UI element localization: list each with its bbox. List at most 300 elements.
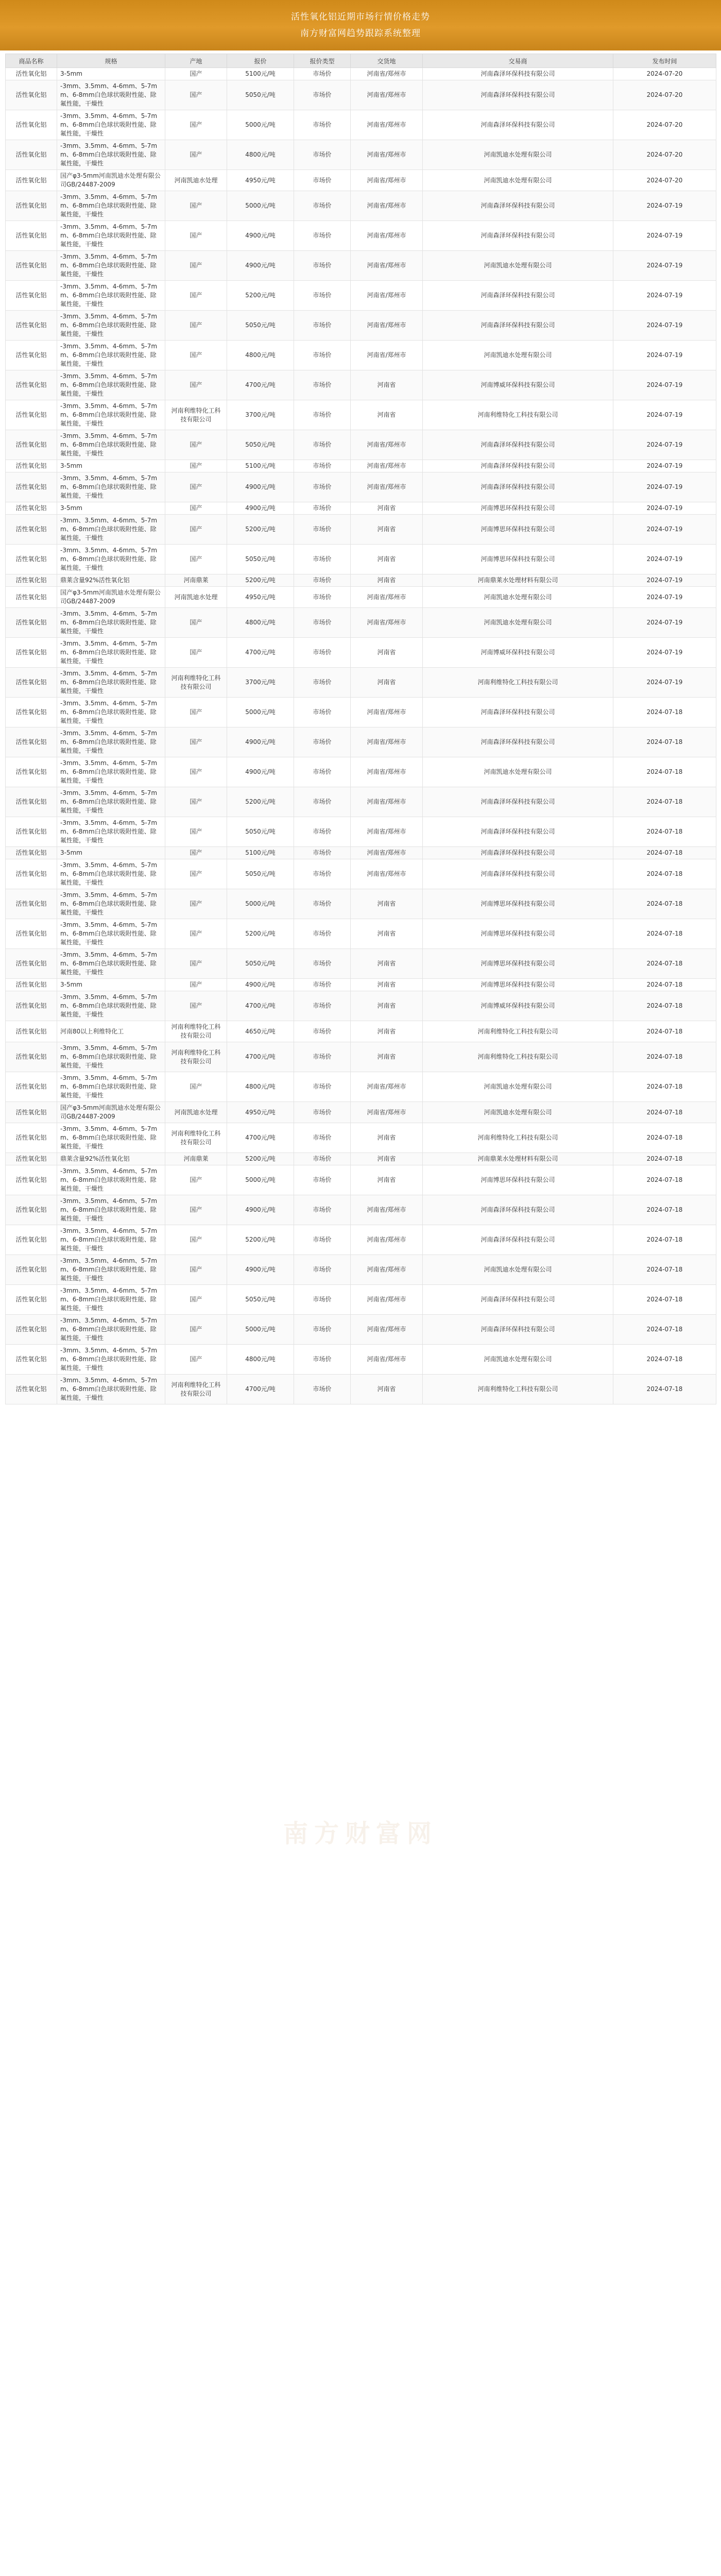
table-row — [6, 502, 716, 515]
cell-price: 5200元/吨 — [227, 1225, 294, 1255]
cell-delivery: 河南省 — [351, 1042, 423, 1072]
cell-origin: 河南利维特化工科技有限公司 — [165, 668, 227, 698]
cell-trader: 河南森泽环保科技有限公司 — [423, 1225, 613, 1255]
cell-trader: 河南博思环保科技有限公司 — [423, 979, 613, 991]
cell-price: 4700元/吨 — [227, 1375, 294, 1404]
cell-delivery: 河南省/郑州市 — [351, 221, 423, 251]
cell-date: 2024-07-19 — [613, 251, 716, 281]
cell-price: 3700元/吨 — [227, 400, 294, 430]
cell-delivery: 河南省 — [351, 1165, 423, 1195]
cell-spec: -3mm、3.5mm、4-6mm、5-7mm、6-8mm白色球状吸附性能、除氟性能，干燥性 — [57, 400, 165, 430]
cell-origin: 河南利维特化工科技有限公司 — [165, 1021, 227, 1042]
cell-origin: 国产 — [165, 919, 227, 949]
cell-date: 2024-07-19 — [613, 587, 716, 608]
cell-name: 活性氧化铝 — [6, 545, 57, 574]
cell-spec: -3mm、3.5mm、4-6mm、5-7mm、6-8mm白色球状吸附性能、除氟性能，干燥性 — [57, 80, 165, 110]
cell-price-type: 市场价 — [294, 221, 351, 251]
cell-price-type: 市场价 — [294, 515, 351, 545]
table-row — [6, 757, 716, 787]
cell-name: 活性氧化铝 — [6, 668, 57, 698]
cell-trader: 河南凯迪水处理有限公司 — [423, 1255, 613, 1285]
cell-spec: -3mm、3.5mm、4-6mm、5-7mm、6-8mm白色球状吸附性能、除氟性能，干燥性 — [57, 1042, 165, 1072]
cell-spec: -3mm、3.5mm、4-6mm、5-7mm、6-8mm白色球状吸附性能、除氟性能，干燥性 — [57, 545, 165, 574]
cell-price: 5000元/吨 — [227, 1165, 294, 1195]
cell-price: 5100元/吨 — [227, 460, 294, 472]
cell-delivery: 河南省/郑州市 — [351, 1285, 423, 1315]
cell-name: 活性氧化铝 — [6, 787, 57, 817]
cell-price-type: 市场价 — [294, 1123, 351, 1153]
cell-trader: 河南森泽环保科技有限公司 — [423, 1285, 613, 1315]
cell-date: 2024-07-19 — [613, 502, 716, 515]
cell-delivery: 河南省 — [351, 1123, 423, 1153]
cell-origin: 国产 — [165, 1345, 227, 1375]
cell-price-type: 市场价 — [294, 80, 351, 110]
cell-origin: 国产 — [165, 787, 227, 817]
cell-price-type: 市场价 — [294, 140, 351, 170]
cell-delivery: 河南省 — [351, 919, 423, 949]
cell-trader: 河南凯迪水处理有限公司 — [423, 757, 613, 787]
cell-name: 活性氧化铝 — [6, 698, 57, 727]
cell-origin: 国产 — [165, 472, 227, 502]
col-header-delivery: 交货地 — [351, 54, 423, 68]
table-row — [6, 1315, 716, 1345]
table-row — [6, 919, 716, 949]
table-row — [6, 1153, 716, 1165]
col-header-price: 报价 — [227, 54, 294, 68]
cell-price: 5050元/吨 — [227, 430, 294, 460]
cell-spec: 3-5mm — [57, 979, 165, 991]
cell-name: 活性氧化铝 — [6, 574, 57, 587]
table-row — [6, 949, 716, 979]
cell-price: 5050元/吨 — [227, 817, 294, 847]
cell-price: 5050元/吨 — [227, 949, 294, 979]
table-row — [6, 847, 716, 859]
cell-origin: 国产 — [165, 281, 227, 311]
cell-price: 4900元/吨 — [227, 502, 294, 515]
cell-trader: 河南博威环保科技有限公司 — [423, 638, 613, 668]
cell-delivery: 河南省 — [351, 515, 423, 545]
cell-price: 5050元/吨 — [227, 311, 294, 341]
cell-name: 活性氧化铝 — [6, 170, 57, 191]
cell-origin: 国产 — [165, 979, 227, 991]
cell-spec: -3mm、3.5mm、4-6mm、5-7mm、6-8mm白色球状吸附性能、除氟性能，干燥性 — [57, 949, 165, 979]
cell-delivery: 河南省 — [351, 1153, 423, 1165]
cell-delivery: 河南省/郑州市 — [351, 587, 423, 608]
cell-delivery: 河南省/郑州市 — [351, 817, 423, 847]
cell-name: 活性氧化铝 — [6, 515, 57, 545]
table-header-row — [6, 54, 716, 68]
cell-date: 2024-07-18 — [613, 949, 716, 979]
watermark: 南方财富网 — [283, 1819, 438, 1848]
cell-price-type: 市场价 — [294, 311, 351, 341]
cell-price: 5050元/吨 — [227, 859, 294, 889]
cell-delivery: 河南省 — [351, 949, 423, 979]
cell-price: 5200元/吨 — [227, 919, 294, 949]
cell-name: 活性氧化铝 — [6, 1315, 57, 1345]
table-row — [6, 1021, 716, 1042]
cell-spec: 河南80以上利维特化工 — [57, 1021, 165, 1042]
cell-price: 4900元/吨 — [227, 727, 294, 757]
table-row — [6, 638, 716, 668]
cell-name: 活性氧化铝 — [6, 1153, 57, 1165]
cell-date: 2024-07-18 — [613, 1285, 716, 1315]
cell-spec: -3mm、3.5mm、4-6mm、5-7mm、6-8mm白色球状吸附性能、除氟性能，干燥性 — [57, 638, 165, 668]
cell-spec: -3mm、3.5mm、4-6mm、5-7mm、6-8mm白色球状吸附性能、除氟性能，干燥性 — [57, 281, 165, 311]
cell-origin: 河南利维特化工科技有限公司 — [165, 1123, 227, 1153]
cell-date: 2024-07-19 — [613, 460, 716, 472]
table-row — [6, 1102, 716, 1123]
cell-spec: -3mm、3.5mm、4-6mm、5-7mm、6-8mm白色球状吸附性能、除氟性能，干燥性 — [57, 1315, 165, 1345]
cell-price-type: 市场价 — [294, 1315, 351, 1345]
cell-spec: 3-5mm — [57, 460, 165, 472]
cell-spec: -3mm、3.5mm、4-6mm、5-7mm、6-8mm白色球状吸附性能、除氟性能，干燥性 — [57, 919, 165, 949]
table-row — [6, 281, 716, 311]
table-row — [6, 1345, 716, 1375]
cell-delivery: 河南省/郑州市 — [351, 1195, 423, 1225]
cell-name: 活性氧化铝 — [6, 430, 57, 460]
cell-spec: -3mm、3.5mm、4-6mm、5-7mm、6-8mm白色球状吸附性能、除氟性能，干燥性 — [57, 1195, 165, 1225]
cell-date: 2024-07-19 — [613, 281, 716, 311]
table-row — [6, 515, 716, 545]
table-row — [6, 574, 716, 587]
cell-date: 2024-07-20 — [613, 80, 716, 110]
cell-price-type: 市场价 — [294, 668, 351, 698]
cell-price: 5050元/吨 — [227, 80, 294, 110]
cell-delivery: 河南省/郑州市 — [351, 110, 423, 140]
cell-price: 5000元/吨 — [227, 698, 294, 727]
cell-trader: 河南博思环保科技有限公司 — [423, 1165, 613, 1195]
cell-trader: 河南利维特化工科技有限公司 — [423, 1021, 613, 1042]
cell-name: 活性氧化铝 — [6, 817, 57, 847]
cell-date: 2024-07-20 — [613, 140, 716, 170]
cell-spec: -3mm、3.5mm、4-6mm、5-7mm、6-8mm白色球状吸附性能、除氟性能，干燥性 — [57, 1165, 165, 1195]
cell-delivery: 河南省 — [351, 502, 423, 515]
cell-trader: 河南凯迪水处理有限公司 — [423, 251, 613, 281]
cell-spec: -3mm、3.5mm、4-6mm、5-7mm、6-8mm白色球状吸附性能、除氟性能，干燥性 — [57, 515, 165, 545]
cell-delivery: 河南省/郑州市 — [351, 859, 423, 889]
cell-trader: 河南博威环保科技有限公司 — [423, 991, 613, 1021]
cell-origin: 国产 — [165, 140, 227, 170]
table-row — [6, 191, 716, 221]
cell-delivery: 河南省 — [351, 991, 423, 1021]
cell-date: 2024-07-18 — [613, 787, 716, 817]
table-row — [6, 545, 716, 574]
table-row — [6, 370, 716, 400]
cell-spec: -3mm、3.5mm、4-6mm、5-7mm、6-8mm白色球状吸附性能、除氟性能，干燥性 — [57, 1375, 165, 1404]
cell-delivery: 河南省 — [351, 574, 423, 587]
cell-trader: 河南凯迪水处理有限公司 — [423, 170, 613, 191]
cell-date: 2024-07-18 — [613, 1072, 716, 1102]
cell-origin: 国产 — [165, 1165, 227, 1195]
col-header-price-type: 报价类型 — [294, 54, 351, 68]
cell-origin: 河南凯迪水处理 — [165, 170, 227, 191]
cell-delivery: 河南省/郑州市 — [351, 608, 423, 638]
cell-price: 5100元/吨 — [227, 68, 294, 80]
cell-price-type: 市场价 — [294, 110, 351, 140]
cell-price: 4900元/吨 — [227, 1255, 294, 1285]
price-table-container — [5, 54, 716, 1404]
cell-spec: -3mm、3.5mm、4-6mm、5-7mm、6-8mm白色球状吸附性能、除氟性能，干燥性 — [57, 1123, 165, 1153]
cell-price: 4800元/吨 — [227, 1345, 294, 1375]
cell-name: 活性氧化铝 — [6, 608, 57, 638]
table-row — [6, 608, 716, 638]
cell-price-type: 市场价 — [294, 847, 351, 859]
cell-date: 2024-07-18 — [613, 991, 716, 1021]
cell-delivery: 河南省/郑州市 — [351, 757, 423, 787]
cell-date: 2024-07-18 — [613, 1315, 716, 1345]
cell-delivery: 河南省/郑州市 — [351, 1102, 423, 1123]
cell-name: 活性氧化铝 — [6, 1165, 57, 1195]
cell-name: 活性氧化铝 — [6, 110, 57, 140]
cell-origin: 国产 — [165, 110, 227, 140]
cell-name: 活性氧化铝 — [6, 221, 57, 251]
cell-spec: 3-5mm — [57, 847, 165, 859]
cell-origin: 国产 — [165, 1315, 227, 1345]
cell-date: 2024-07-19 — [613, 400, 716, 430]
table-row — [6, 1225, 716, 1255]
cell-spec: 国产φ3-5mm河南凯迪水处理有限公司GB/24487-2009 — [57, 1102, 165, 1123]
cell-price: 4800元/吨 — [227, 1072, 294, 1102]
cell-price-type: 市场价 — [294, 341, 351, 370]
table-row — [6, 1072, 716, 1102]
cell-origin: 河南利维特化工科技有限公司 — [165, 1042, 227, 1072]
cell-price: 3700元/吨 — [227, 668, 294, 698]
cell-delivery: 河南省/郑州市 — [351, 1072, 423, 1102]
cell-name: 活性氧化铝 — [6, 80, 57, 110]
cell-date: 2024-07-18 — [613, 698, 716, 727]
cell-name: 活性氧化铝 — [6, 281, 57, 311]
cell-price-type: 市场价 — [294, 430, 351, 460]
cell-price-type: 市场价 — [294, 251, 351, 281]
cell-origin: 河南利维特化工科技有限公司 — [165, 1375, 227, 1404]
cell-date: 2024-07-18 — [613, 1021, 716, 1042]
cell-price: 4700元/吨 — [227, 1123, 294, 1153]
cell-spec: -3mm、3.5mm、4-6mm、5-7mm、6-8mm白色球状吸附性能、除氟性能，干燥性 — [57, 787, 165, 817]
cell-trader: 河南凯迪水处理有限公司 — [423, 1345, 613, 1375]
cell-name: 活性氧化铝 — [6, 1225, 57, 1255]
cell-origin: 河南鼎莱 — [165, 1153, 227, 1165]
col-header-trader: 交易商 — [423, 54, 613, 68]
cell-price-type: 市场价 — [294, 281, 351, 311]
cell-price: 5100元/吨 — [227, 847, 294, 859]
cell-delivery: 河南省 — [351, 370, 423, 400]
cell-delivery: 河南省/郑州市 — [351, 1315, 423, 1345]
table-row — [6, 859, 716, 889]
cell-price-type: 市场价 — [294, 191, 351, 221]
cell-price-type: 市场价 — [294, 1195, 351, 1225]
cell-trader: 河南森泽环保科技有限公司 — [423, 787, 613, 817]
cell-price-type: 市场价 — [294, 1072, 351, 1102]
cell-name: 活性氧化铝 — [6, 1102, 57, 1123]
cell-origin: 国产 — [165, 1255, 227, 1285]
cell-trader: 河南森泽环保科技有限公司 — [423, 221, 613, 251]
cell-name: 活性氧化铝 — [6, 1021, 57, 1042]
cell-date: 2024-07-18 — [613, 1255, 716, 1285]
cell-date: 2024-07-18 — [613, 859, 716, 889]
table-row — [6, 1042, 716, 1072]
table-row — [6, 787, 716, 817]
cell-origin: 国产 — [165, 859, 227, 889]
cell-date: 2024-07-19 — [613, 574, 716, 587]
cell-delivery: 河南省 — [351, 668, 423, 698]
cell-price: 5000元/吨 — [227, 191, 294, 221]
cell-spec: -3mm、3.5mm、4-6mm、5-7mm、6-8mm白色球状吸附性能、除氟性能，干燥性 — [57, 110, 165, 140]
cell-trader: 河南凯迪水处理有限公司 — [423, 1102, 613, 1123]
table-row — [6, 889, 716, 919]
cell-spec: -3mm、3.5mm、4-6mm、5-7mm、6-8mm白色球状吸附性能、除氟性能，干燥性 — [57, 1285, 165, 1315]
cell-price-type: 市场价 — [294, 1345, 351, 1375]
cell-spec: -3mm、3.5mm、4-6mm、5-7mm、6-8mm白色球状吸附性能、除氟性能，干燥性 — [57, 991, 165, 1021]
cell-date: 2024-07-18 — [613, 847, 716, 859]
cell-name: 活性氧化铝 — [6, 1123, 57, 1153]
cell-price: 4700元/吨 — [227, 370, 294, 400]
cell-trader: 河南博思环保科技有限公司 — [423, 919, 613, 949]
cell-spec: -3mm、3.5mm、4-6mm、5-7mm、6-8mm白色球状吸附性能、除氟性能，干燥性 — [57, 727, 165, 757]
cell-trader: 河南森泽环保科技有限公司 — [423, 110, 613, 140]
col-header-spec: 规格 — [57, 54, 165, 68]
cell-spec: 国产φ3-5mm河南凯迪水处理有限公司GB/24487-2009 — [57, 587, 165, 608]
cell-date: 2024-07-19 — [613, 638, 716, 668]
cell-spec: -3mm、3.5mm、4-6mm、5-7mm、6-8mm白色球状吸附性能、除氟性能，干燥性 — [57, 472, 165, 502]
cell-trader: 河南森泽环保科技有限公司 — [423, 847, 613, 859]
cell-spec: -3mm、3.5mm、4-6mm、5-7mm、6-8mm白色球状吸附性能、除氟性能，干燥性 — [57, 370, 165, 400]
cell-price: 5000元/吨 — [227, 110, 294, 140]
cell-delivery: 河南省/郑州市 — [351, 191, 423, 221]
cell-delivery: 河南省/郑州市 — [351, 80, 423, 110]
cell-trader: 河南利维特化工科技有限公司 — [423, 668, 613, 698]
cell-price-type: 市场价 — [294, 919, 351, 949]
table-row — [6, 221, 716, 251]
cell-spec: -3mm、3.5mm、4-6mm、5-7mm、6-8mm白色球状吸附性能、除氟性能，干燥性 — [57, 140, 165, 170]
cell-spec: -3mm、3.5mm、4-6mm、5-7mm、6-8mm白色球状吸附性能、除氟性能，干燥性 — [57, 1345, 165, 1375]
cell-price-type: 市场价 — [294, 991, 351, 1021]
cell-delivery: 河南省/郑州市 — [351, 1345, 423, 1375]
cell-origin: 国产 — [165, 460, 227, 472]
cell-date: 2024-07-19 — [613, 472, 716, 502]
cell-trader: 河南凯迪水处理有限公司 — [423, 587, 613, 608]
cell-delivery: 河南省/郑州市 — [351, 251, 423, 281]
cell-name: 活性氧化铝 — [6, 587, 57, 608]
cell-name: 活性氧化铝 — [6, 949, 57, 979]
cell-price-type: 市场价 — [294, 1285, 351, 1315]
table-row — [6, 668, 716, 698]
cell-trader: 河南森泽环保科技有限公司 — [423, 859, 613, 889]
cell-spec: -3mm、3.5mm、4-6mm、5-7mm、6-8mm白色球状吸附性能、除氟性能，干燥性 — [57, 1072, 165, 1102]
cell-price-type: 市场价 — [294, 949, 351, 979]
cell-price: 5200元/吨 — [227, 281, 294, 311]
cell-trader: 河南森泽环保科技有限公司 — [423, 1315, 613, 1345]
cell-origin: 国产 — [165, 727, 227, 757]
cell-origin: 国产 — [165, 1072, 227, 1102]
cell-price-type: 市场价 — [294, 502, 351, 515]
cell-delivery: 河南省 — [351, 638, 423, 668]
cell-price: 4650元/吨 — [227, 1021, 294, 1042]
cell-name: 活性氧化铝 — [6, 727, 57, 757]
cell-price: 5200元/吨 — [227, 574, 294, 587]
table-row — [6, 460, 716, 472]
cell-name: 活性氧化铝 — [6, 1345, 57, 1375]
cell-trader: 河南博思环保科技有限公司 — [423, 949, 613, 979]
table-row — [6, 587, 716, 608]
table-row — [6, 341, 716, 370]
cell-price: 4950元/吨 — [227, 1102, 294, 1123]
cell-origin: 国产 — [165, 545, 227, 574]
col-header-name: 商品名称 — [6, 54, 57, 68]
cell-spec: -3mm、3.5mm、4-6mm、5-7mm、6-8mm白色球状吸附性能、除氟性能，干燥性 — [57, 430, 165, 460]
cell-spec: -3mm、3.5mm、4-6mm、5-7mm、6-8mm白色球状吸附性能、除氟性能，干燥性 — [57, 1225, 165, 1255]
cell-delivery: 河南省/郑州市 — [351, 341, 423, 370]
cell-date: 2024-07-19 — [613, 545, 716, 574]
cell-price-type: 市场价 — [294, 757, 351, 787]
cell-date: 2024-07-19 — [613, 370, 716, 400]
table-row — [6, 80, 716, 110]
cell-origin: 国产 — [165, 430, 227, 460]
cell-spec: -3mm、3.5mm、4-6mm、5-7mm、6-8mm白色球状吸附性能、除氟性能，干燥性 — [57, 311, 165, 341]
cell-origin: 国产 — [165, 502, 227, 515]
cell-trader: 河南博思环保科技有限公司 — [423, 502, 613, 515]
cell-price: 5200元/吨 — [227, 515, 294, 545]
cell-price-type: 市场价 — [294, 859, 351, 889]
cell-spec: -3mm、3.5mm、4-6mm、5-7mm、6-8mm白色球状吸附性能、除氟性能，干燥性 — [57, 859, 165, 889]
table-row — [6, 817, 716, 847]
cell-date: 2024-07-18 — [613, 727, 716, 757]
cell-trader: 河南森泽环保科技有限公司 — [423, 460, 613, 472]
cell-name: 活性氧化铝 — [6, 757, 57, 787]
cell-price: 4900元/吨 — [227, 221, 294, 251]
cell-date: 2024-07-18 — [613, 1345, 716, 1375]
cell-name: 活性氧化铝 — [6, 638, 57, 668]
cell-trader: 河南凯迪水处理有限公司 — [423, 140, 613, 170]
cell-trader: 河南凯迪水处理有限公司 — [423, 1072, 613, 1102]
cell-delivery: 河南省 — [351, 545, 423, 574]
cell-date: 2024-07-18 — [613, 1375, 716, 1404]
cell-date: 2024-07-18 — [613, 1153, 716, 1165]
cell-trader: 河南森泽环保科技有限公司 — [423, 191, 613, 221]
cell-delivery: 河南省/郑州市 — [351, 430, 423, 460]
cell-spec: 国产φ3-5mm河南凯迪水处理有限公司GB/24487-2009 — [57, 170, 165, 191]
cell-delivery: 河南省 — [351, 889, 423, 919]
cell-name: 活性氧化铝 — [6, 889, 57, 919]
cell-spec: -3mm、3.5mm、4-6mm、5-7mm、6-8mm白色球状吸附性能、除氟性能，干燥性 — [57, 668, 165, 698]
cell-origin: 国产 — [165, 757, 227, 787]
page-title: 活性氧化铝近期市场行情价格走势 — [291, 12, 430, 22]
cell-price-type: 市场价 — [294, 587, 351, 608]
cell-price-type: 市场价 — [294, 817, 351, 847]
cell-price-type: 市场价 — [294, 1153, 351, 1165]
cell-price: 4800元/吨 — [227, 608, 294, 638]
cell-name: 活性氧化铝 — [6, 979, 57, 991]
cell-date: 2024-07-19 — [613, 608, 716, 638]
cell-trader: 河南博威环保科技有限公司 — [423, 370, 613, 400]
cell-price-type: 市场价 — [294, 979, 351, 991]
cell-delivery: 河南省/郑州市 — [351, 460, 423, 472]
cell-price: 5050元/吨 — [227, 1285, 294, 1315]
cell-name: 活性氧化铝 — [6, 341, 57, 370]
cell-origin: 国产 — [165, 341, 227, 370]
cell-delivery: 河南省/郑州市 — [351, 140, 423, 170]
cell-date: 2024-07-18 — [613, 1123, 716, 1153]
cell-trader: 河南森泽环保科技有限公司 — [423, 698, 613, 727]
cell-delivery: 河南省/郑州市 — [351, 472, 423, 502]
table-row — [6, 1375, 716, 1404]
cell-origin: 河南凯迪水处理 — [165, 587, 227, 608]
cell-date: 2024-07-20 — [613, 110, 716, 140]
table-row — [6, 698, 716, 727]
cell-name: 活性氧化铝 — [6, 472, 57, 502]
cell-spec: -3mm、3.5mm、4-6mm、5-7mm、6-8mm白色球状吸附性能、除氟性能，干燥性 — [57, 251, 165, 281]
cell-origin: 国产 — [165, 889, 227, 919]
cell-price: 4800元/吨 — [227, 341, 294, 370]
